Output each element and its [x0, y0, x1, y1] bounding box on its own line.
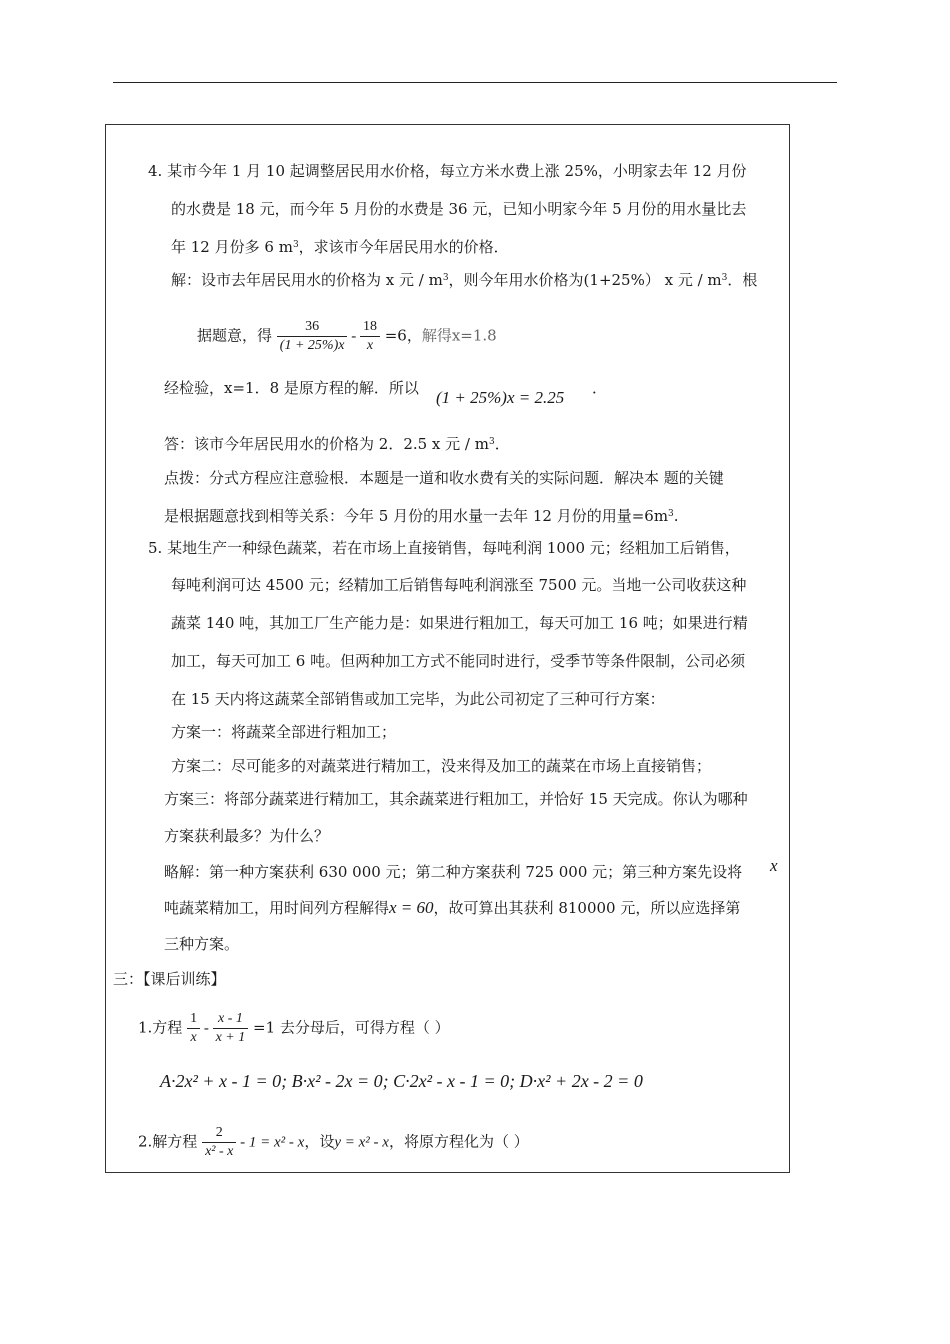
q5-line-5: 在 15 天内将这蔬菜全部销售或加工完毕，为此公司初定了三种可行方案： — [171, 690, 665, 708]
section-heading: 三：【课后训练】 — [113, 970, 226, 988]
q5-line-2: 每吨利润可达 4500 元；经精加工后销售每吨利润涨至 7500 元。当地一公司收获这种 — [171, 576, 747, 594]
q4-line-1: 4. 某市今年 1 月 10 起调整居民用水价格，每立方米水费上涨 25%，小明家去年 12 月份 — [148, 162, 747, 180]
q5-solution-line-2: 吨蔬菜精加工，用时间列方程解得x = 60，故可算出其获利 810000 元，所以应选择第 — [164, 898, 741, 917]
q5-line-1: 5. 某地生产一种绿色蔬菜，若在市场上直接销售，每吨利润 1000 元；经粗加工后销售， — [148, 539, 740, 557]
q5-variable-x: x — [770, 856, 778, 875]
q5-solution-line-1: 略解：第一种方案获利 630 000 元；第二种方案获利 725 000 元；第三种方案先设将 — [164, 863, 743, 881]
header-rule — [113, 82, 837, 83]
q4-line-3: 年 12 月份多 6 $m^3$，求该市今年居民用水的价格． — [171, 238, 509, 256]
fraction-18: $\frac{18}{x}$ — [360, 318, 380, 355]
q5-plan-1: 方案一：将蔬菜全部进行粗加工； — [171, 723, 397, 741]
q5-line-3: 蔬菜 140 吨，其加工厂生产能力是：如果进行粗加工，每天可加工 16 吨；如果进行精 — [171, 614, 748, 632]
q4-line-2: 的水费是 18 元，而今年 5 月份的水费是 36 元，已知小明家今年 5 月份的用水量比去 — [171, 200, 747, 218]
exercise-1-options: A·2x² + x - 1 = 0; B·x² - 2x = 0; C·2x² - x - 1 = 0; D·x² + 2x - 2 = 0 — [160, 1071, 643, 1091]
exercise-2-equation: 2.解方程 $\frac{2}{\text{x² - x}}$ - 1 = x² - x，设y = x² - x，将原方程化为（ ） — [138, 1125, 529, 1159]
fraction-2-over-x2-x: $\frac{2}{\text{x² - x}}$ — [202, 1124, 236, 1161]
q4-solution-line: 解：设市去年居民用水的价格为 x 元 / $m^3$，则今年用水价格为(1+25%） x 元 / $m^3$．根 — [171, 271, 758, 289]
q5-plan-3-cont: 方案获利最多？为什么？ — [164, 827, 330, 845]
q5-plan-3: 方案三：将部分蔬菜进行精加工，其余蔬菜进行粗加工，并恰好 15 天完成。你认为哪种 — [164, 790, 748, 808]
fraction-36: $\frac{36}{(1 + 25\%)x}$ — [277, 318, 348, 355]
fraction-x-minus-1: $\frac{x - 1}{x + 1}$ — [213, 1010, 249, 1047]
q4-check: 经检验，x=1．8 是原方程的解．所以 — [164, 379, 419, 397]
exercise-1-equation: 1.方程 $\frac{1}{x}$ - $\frac{x - 1}{x + 1}$ =1 去分母后，可得方程（ ） — [138, 1011, 450, 1045]
q5-plan-2: 方案二：尽可能多的对蔬菜进行精加工，没来得及加工的蔬菜在市场上直接销售； — [171, 757, 712, 775]
q4-equation: 据题意，得 $\frac{36}{(1 + 25\%)x}$ - $\frac{18}{x}$ =6，解得x=1.8 — [197, 319, 497, 353]
q4-tip-line-1: 点拨：分式方程应注意验根．本题是一道和收水费有关的实际问题．解决本 题的关键 — [164, 469, 724, 487]
q4-answer: 答：该市今年居民用水的价格为 2．2.5 x 元 / $m^3$． — [164, 435, 510, 453]
fraction-1-over-x: $\frac{1}{x}$ — [187, 1010, 200, 1047]
q4-check-expression: (1 + 25%)x = 2.25 — [436, 388, 565, 407]
q5-line-4: 加工，每天可加工 6 吨。但两种加工方式不能同时进行，受季节等条件限制，公司必须 — [171, 652, 746, 670]
q5-solution-line-3: 三种方案。 — [164, 935, 240, 953]
q4-check-dot: ． — [592, 379, 608, 397]
q4-tip-line-2: 是根据题意找到相等关系：今年 5 月份的用水量一去年 12 月份的用量$=6m^3$. — [164, 507, 679, 525]
